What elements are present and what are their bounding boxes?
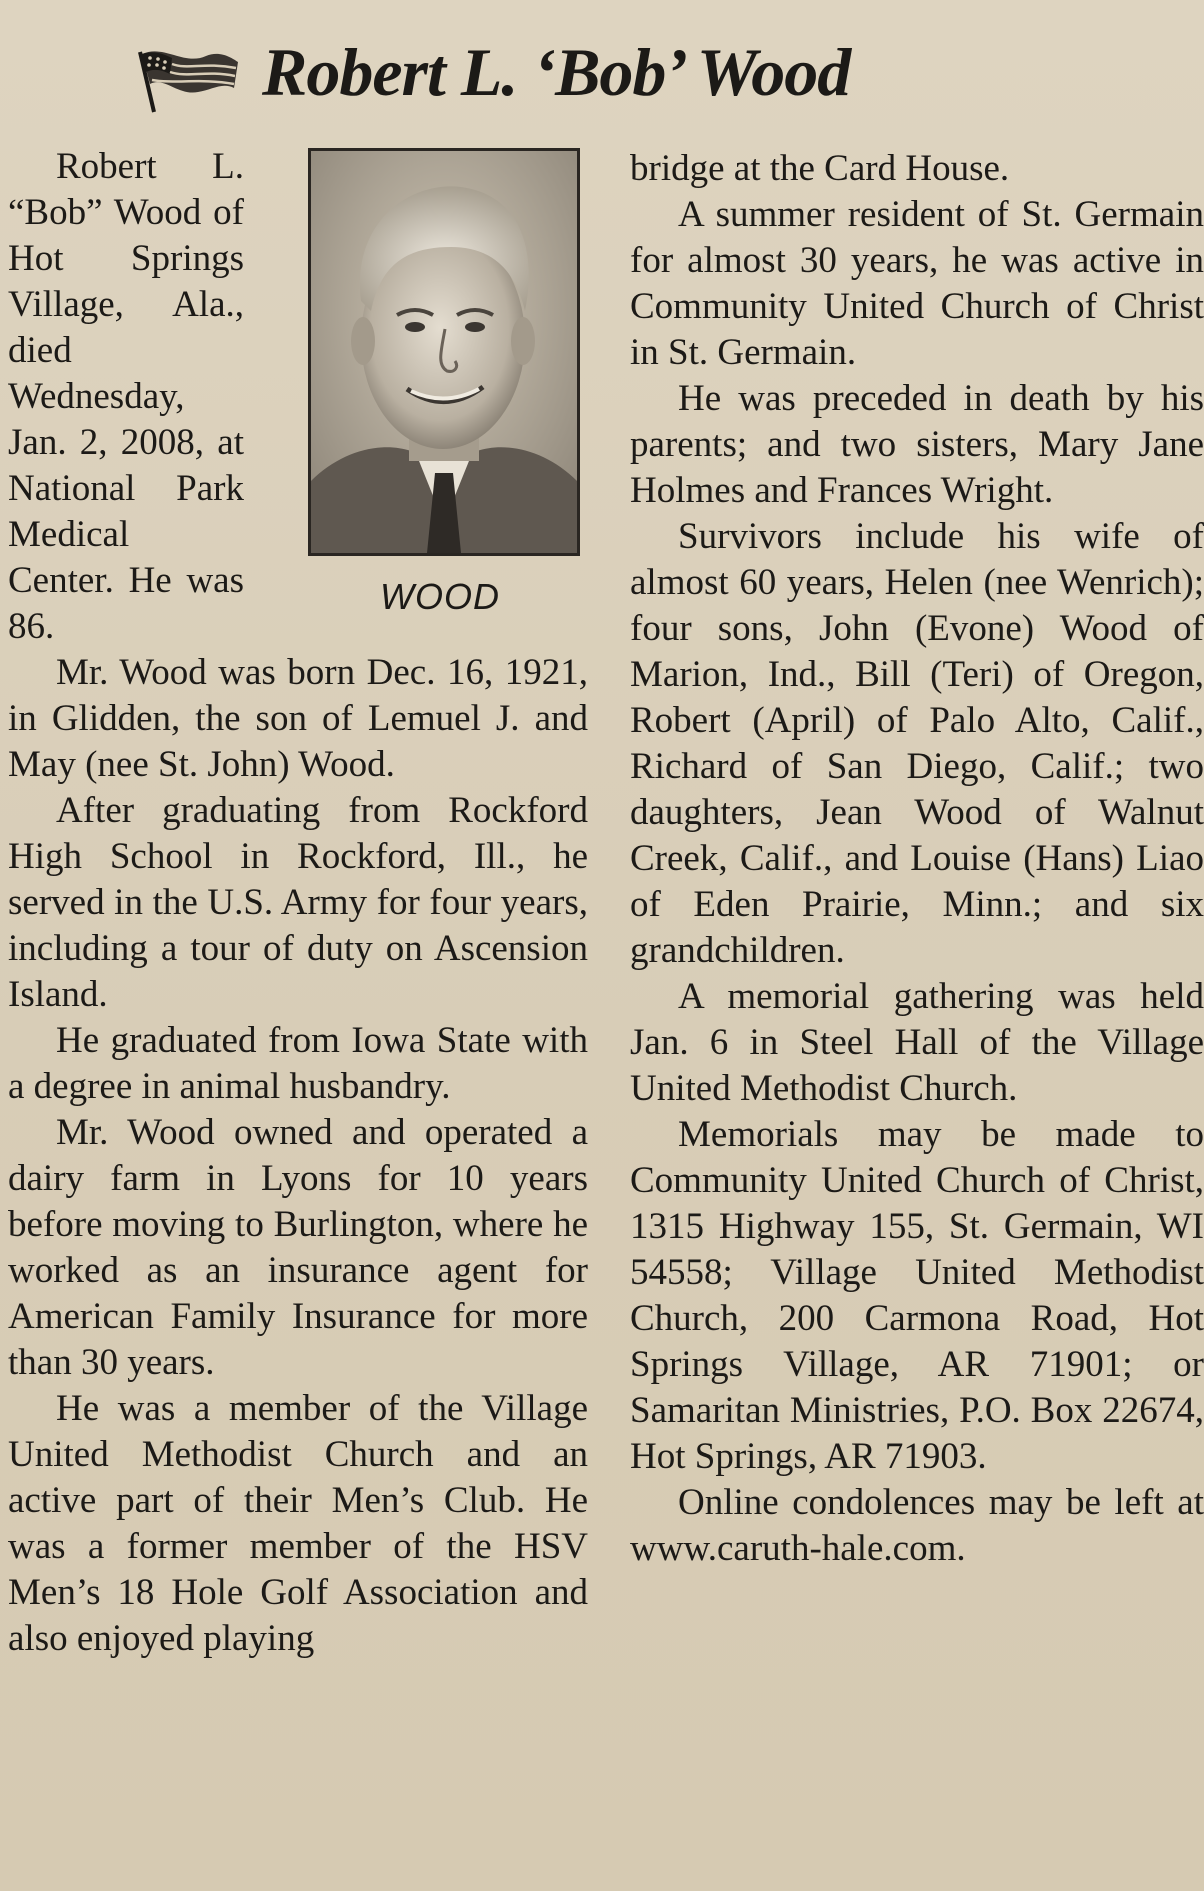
paragraph-memorials: Memorials may be made to Community United Church of Christ, 1315 Highway 155, St. Germain, WI 54558; Village United Methodist Church, 200 Carmona Road, Hot Springs Village, AR 71901; or Samaritan Ministries, P.O. Box 22674, Hot Springs, AR 71903. [630,1114,1204,1477]
paragraph-preceded: He was preceded in death by his parents; and two sisters, Mary Jane Holmes and Frances Wright. [630,378,1204,511]
obituary-headline: Robert L. ‘Bob’ Wood [262,34,851,110]
photo-caption: WOOD [380,576,500,617]
paragraph-birth: Mr. Wood was born Dec. 16, 1921, in Glidden, the son of Lemuel J. and May (nee St. John) Wood. [8,652,588,785]
flag-icon [134,44,242,114]
paragraph-survivors: Survivors include his wife of almost 60 years, Helen (nee Wenrich); four sons, John (Evone) Wood of Marion, Ind., Bill (Teri) of Oregon, Robert (April) of Palo Alto, Calif., Richard of San Diego, Calif.; two daughters, Jean Wood of Walnut Creek, Calif., and Louise (Hans) Liao of Eden Prairie, Minn.; and six grandchildren. [630,516,1204,971]
paragraph-death-notice: Robert L. “Bob” Wood of Hot Springs Village, Ala., died Wednesday, Jan. 2, 2008, at National Park Medical Center. He was 86. [8,146,244,647]
paragraph-summer-resident: A summer resident of St. Germain for almost 30 years, he was active in Community United Church of Christ in St. Germain. [630,194,1204,373]
paragraph-army-service: After graduating from Rockford High School in Rockford, Ill., he served in the U.S. Army for four years, including a tour of duty on Ascension Island. [8,790,588,1015]
paragraph-memorial-gathering: A memorial gathering was held Jan. 6 in Steel Hall of the Village United Methodist Church. [630,976,1204,1109]
paragraph-condolences: Online condolences may be left at www.caruth-hale.com. [630,1482,1204,1569]
paragraph-career: Mr. Wood owned and operated a dairy farm in Lyons for 10 years before moving to Burlington, where he worked as an insurance agent for American Family Insurance for more than 30 years. [8,1112,588,1383]
paragraph-continued: bridge at the Card House. [630,148,1010,189]
obituary-header [0,28,1204,118]
left-column [8,144,588,1662]
paragraph-education: He graduated from Iowa State with a degree in animal husbandry. [8,1020,588,1107]
photo-spacer [266,144,588,624]
right-column [630,146,1204,1572]
paragraph-memberships: He was a member of the Village United Methodist Church and an active part of their Men’s Club. He was a former member of the HSV Men’s 18 Hole Golf Association and also enjoyed playing [8,1388,588,1659]
